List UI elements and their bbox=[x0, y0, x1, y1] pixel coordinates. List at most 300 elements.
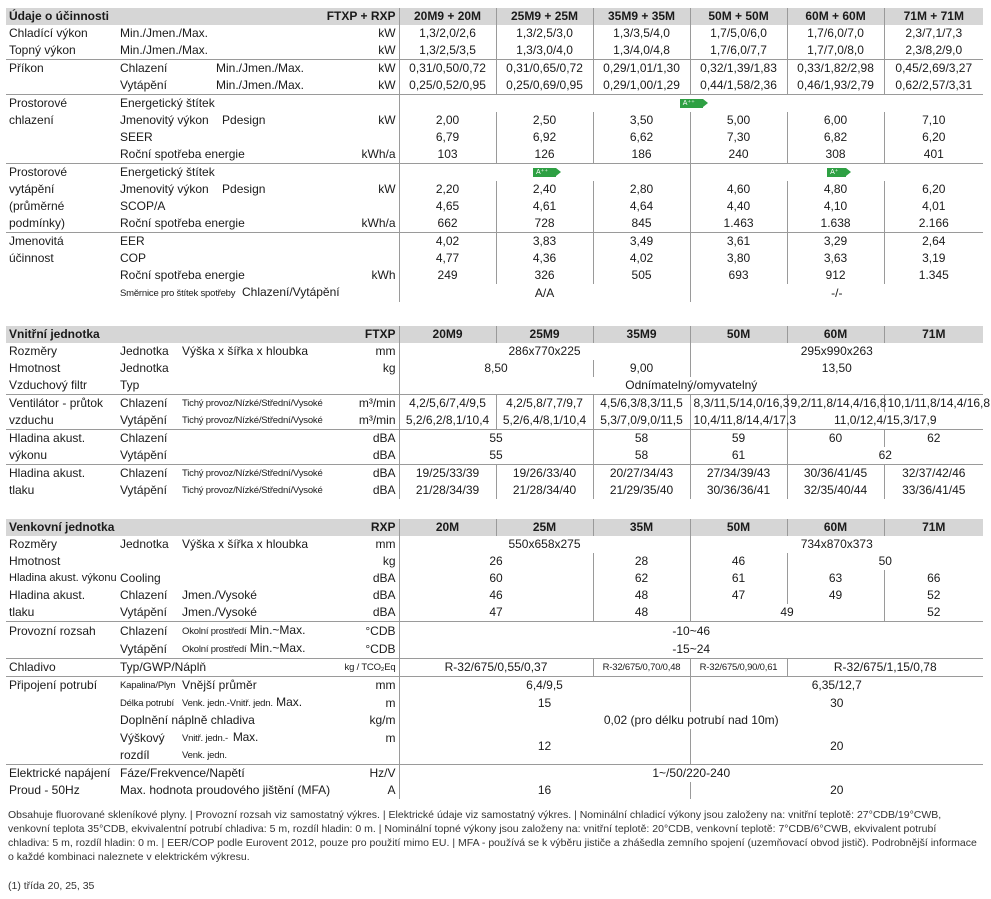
table-row bbox=[6, 233, 983, 251]
table-row bbox=[6, 782, 983, 799]
row-sublabel: Jednotka bbox=[120, 537, 169, 551]
row-desc: Jmen./Vysoké bbox=[182, 605, 257, 619]
table-cell: 126 bbox=[496, 146, 593, 164]
table-row bbox=[6, 215, 983, 233]
table-cell: 15 bbox=[399, 694, 690, 712]
model-header: 25M9 + 25M bbox=[496, 8, 593, 25]
row-desc: Okolní prostředí bbox=[182, 644, 247, 655]
outdoor-title: Venkovní jednotka bbox=[6, 519, 307, 536]
table-cell: 4,36 bbox=[496, 250, 593, 267]
energy-label-cell bbox=[690, 164, 983, 182]
table-cell: 26 bbox=[399, 553, 593, 570]
table-cell: 4,64 bbox=[593, 198, 690, 215]
table-cell: 49 bbox=[690, 604, 884, 622]
table-cell: 63 bbox=[787, 570, 884, 587]
row-sublabel: EER bbox=[117, 233, 399, 251]
row-label: Prostorové bbox=[6, 164, 117, 182]
table-row bbox=[6, 622, 983, 641]
outdoor-unit-code: RXP bbox=[307, 519, 399, 536]
row-unit: °CDB bbox=[307, 622, 399, 641]
table-cell: 20/27/34/43 bbox=[593, 465, 690, 483]
row-label: tlaku bbox=[9, 605, 35, 619]
table-cell: 61 bbox=[690, 447, 787, 465]
table-cell: 1,7/7,0/8,0 bbox=[787, 42, 884, 60]
row-unit: mm bbox=[375, 344, 396, 358]
table-cell: 6,00 bbox=[787, 112, 884, 129]
table-cell: 6,92 bbox=[496, 129, 593, 146]
row-desc: Min.~Max. bbox=[249, 641, 306, 655]
row-sublabel: SCOP/A bbox=[120, 199, 166, 213]
row-label: účinnost bbox=[9, 251, 54, 265]
row-label: chlazení bbox=[9, 113, 54, 127]
energy-class-badge: A⁺ bbox=[827, 168, 846, 177]
model-header: 35M bbox=[593, 519, 690, 536]
row-desc: Pdesign bbox=[222, 113, 266, 127]
row-desc: Max. bbox=[232, 730, 259, 744]
row-label: Příkon bbox=[6, 60, 117, 78]
table-cell: 3,19 bbox=[884, 250, 983, 267]
efficiency-table bbox=[6, 8, 983, 302]
model-header: 71M + 71M bbox=[884, 8, 983, 25]
row-sublabel: Směrnice pro štítek spotřeby bbox=[120, 288, 236, 299]
table-cell: 4,02 bbox=[399, 233, 496, 251]
table-row bbox=[6, 659, 983, 677]
table-cell: 48 bbox=[593, 587, 690, 604]
table-cell: 1~/50/220-240 bbox=[399, 765, 983, 783]
table-cell: 4,02 bbox=[593, 250, 690, 267]
footnote: (1) třída 20, 25, 35 bbox=[8, 880, 95, 892]
table-cell: 0,31/0,65/0,72 bbox=[496, 60, 593, 78]
row-sublabel: Typ bbox=[120, 378, 140, 392]
table-cell: 505 bbox=[593, 267, 690, 284]
table-cell: 6,20 bbox=[884, 181, 983, 198]
table-row bbox=[6, 465, 983, 483]
table-cell: 3,80 bbox=[690, 250, 787, 267]
row-unit: kWh bbox=[371, 268, 396, 282]
row-label: Ventilátor - průtok bbox=[6, 395, 117, 413]
row-sublabel: Chlazení bbox=[117, 622, 179, 641]
table-cell: 3,29 bbox=[787, 233, 884, 251]
table-cell: 0,29/1,01/1,30 bbox=[593, 60, 690, 78]
row-sublabel: COP bbox=[120, 251, 147, 265]
row-label: výkonu bbox=[9, 448, 48, 462]
row-unit: dBA bbox=[307, 465, 399, 483]
efficiency-unit-code: FTXP + RXP bbox=[307, 8, 399, 25]
table-cell: 4,01 bbox=[884, 198, 983, 215]
table-cell: 2,64 bbox=[884, 233, 983, 251]
table-cell: 662 bbox=[399, 215, 496, 233]
model-header: 25M bbox=[496, 519, 593, 536]
table-cell: 19/26/33/40 bbox=[496, 465, 593, 483]
row-label: vzduchu bbox=[9, 413, 54, 427]
row-unit: kW bbox=[378, 78, 396, 92]
energy-class-badge: A⁺⁺ bbox=[680, 99, 703, 108]
table-cell: 0,02 (pro délku potrubí nad 10m) bbox=[399, 712, 983, 729]
model-header: 25M9 bbox=[496, 326, 593, 343]
table-cell: 3,61 bbox=[690, 233, 787, 251]
model-header: 60M + 60M bbox=[787, 8, 884, 25]
table-row bbox=[6, 430, 983, 448]
table-row bbox=[6, 677, 983, 695]
table-cell: 4,80 bbox=[787, 181, 884, 198]
table-cell: 240 bbox=[690, 146, 787, 164]
table-cell: 52 bbox=[884, 587, 983, 604]
table-row bbox=[6, 694, 983, 712]
table-cell: 62 bbox=[787, 447, 983, 465]
table-cell: 7,30 bbox=[690, 129, 787, 146]
table-row bbox=[6, 587, 983, 604]
table-cell: 0,29/1,00/1,29 bbox=[593, 77, 690, 95]
table-cell: R-32/675/0,90/0,61 bbox=[690, 659, 787, 677]
row-unit: Hz/V bbox=[307, 765, 399, 783]
table-row bbox=[6, 360, 983, 377]
table-cell: 0,62/2,57/3,31 bbox=[884, 77, 983, 95]
row-sublabel: Chlazení bbox=[117, 430, 307, 448]
row-unit: m bbox=[385, 730, 396, 745]
row-unit: kW bbox=[307, 60, 399, 78]
table-row bbox=[6, 536, 983, 553]
table-cell: 2,3/7,1/7,3 bbox=[884, 25, 983, 42]
row-unit: kW bbox=[378, 113, 396, 127]
table-row bbox=[6, 95, 983, 113]
row-label: Proud - 50Hz bbox=[9, 783, 80, 797]
row-desc: Venk. jedn.-Vnitř. jedn. bbox=[182, 698, 273, 709]
table-cell: 21/28/34/40 bbox=[496, 482, 593, 499]
table-row bbox=[6, 553, 983, 570]
table-cell: 62 bbox=[884, 430, 983, 448]
table-cell: 21/28/34/39 bbox=[399, 482, 496, 499]
table-cell: 295x990x263 bbox=[690, 343, 983, 360]
row-sublabel: Jednotka bbox=[120, 361, 169, 375]
row-desc: Vnitř. jedn.- bbox=[182, 733, 228, 744]
table-row bbox=[6, 129, 983, 146]
row-label: Elektrické napájení bbox=[6, 765, 117, 783]
row-sublabel: Vytápění bbox=[120, 641, 167, 656]
table-cell: 4,77 bbox=[399, 250, 496, 267]
table-row bbox=[6, 712, 983, 729]
table-cell: 58 bbox=[593, 430, 690, 448]
row-sublabel: Chlazení bbox=[117, 395, 179, 413]
table-cell: 728 bbox=[496, 215, 593, 233]
table-cell: 12 bbox=[399, 729, 690, 765]
row-unit: dBA bbox=[372, 588, 396, 602]
table-row bbox=[6, 343, 983, 360]
table-cell: 46 bbox=[399, 587, 593, 604]
table-cell: 845 bbox=[593, 215, 690, 233]
table-cell: 30/36/36/41 bbox=[690, 482, 787, 499]
table-row bbox=[6, 164, 983, 182]
row-desc: Max. bbox=[276, 695, 303, 709]
row-unit: °CDB bbox=[365, 641, 396, 656]
row-label: Rozměry bbox=[9, 537, 58, 551]
table-cell: 7,10 bbox=[884, 112, 983, 129]
efficiency-title: Údaje o účinnosti bbox=[6, 8, 307, 25]
table-row bbox=[6, 765, 983, 783]
row-sublabel: Fáze/Frekvence/Napětí bbox=[117, 765, 307, 783]
row-unit: dBA bbox=[372, 571, 396, 585]
table-cell: 19/25/33/39 bbox=[399, 465, 496, 483]
footer-notes: Obsahuje fluorované skleníkové plyny. | Provozní rozsah viz samostatný výkres. | Elektrické údaje viz samostatný výkres. | Nominální chladicí výkony jsou založeny na: vnitřní teplotě: 27°CDB/19°CWB, venkovní teplota 35°CDB, ekvivalentní potrubí chladiva: 5 m, rozdíl hladin: 0 m. | Nominální topné výkony jsou založeny na: vnitřní teplotě: 20°CDB, venkovní teplotě: 7°CDB/6°CWB, ekvivalent potrubí chladiva: 5 m, rozdíl hladin: 0 m. | EER/COP podle Eurovent 2012, pouze pro použití mimo EU. | MFA - používá se k výběru jističe a zhášedla zemního spojení (uzemňovací obvod jistič). Podrobnější informace o každé kombinaci naleznete v elektrickém výkresu. bbox=[8, 809, 977, 863]
table-cell: 61 bbox=[690, 570, 787, 587]
table-cell: 186 bbox=[593, 146, 690, 164]
table-row bbox=[6, 60, 983, 78]
table-row bbox=[6, 604, 983, 622]
row-desc: Chlazení/Vytápění bbox=[241, 285, 340, 299]
row-unit: kW bbox=[378, 26, 396, 40]
row-desc: Pdesign bbox=[222, 182, 266, 196]
table-cell: 0,25/0,69/0,95 bbox=[496, 77, 593, 95]
row-label: vytápění bbox=[9, 182, 55, 196]
table-cell: 5,2/6,4/8,1/10,4 bbox=[496, 412, 593, 430]
table-cell: 0,31/0,50/0,72 bbox=[399, 60, 496, 78]
model-header: 20M9 + 20M bbox=[399, 8, 496, 25]
table-row bbox=[6, 482, 983, 499]
table-cell: 2,40 bbox=[496, 181, 593, 198]
row-desc: Tichý provoz/Nízké/Střední/Vysoké bbox=[182, 485, 323, 496]
table-cell: 3,83 bbox=[496, 233, 593, 251]
row-label: Hladina akust. bbox=[9, 588, 86, 602]
table-cell: 1.638 bbox=[787, 215, 884, 233]
table-cell: -10~46 bbox=[399, 622, 983, 641]
table-cell: 32/37/42/46 bbox=[884, 465, 983, 483]
table-row bbox=[6, 267, 983, 284]
table-cell: 1,3/3,5/4,0 bbox=[593, 25, 690, 42]
table-cell: 52 bbox=[884, 604, 983, 622]
row-sublabel: Energetický štítek bbox=[117, 95, 399, 113]
table-cell: 0,44/1,58/2,36 bbox=[690, 77, 787, 95]
table-cell: 0,45/2,69/3,27 bbox=[884, 60, 983, 78]
model-header: 50M bbox=[690, 326, 787, 343]
row-unit: dBA bbox=[307, 430, 399, 448]
table-row bbox=[6, 412, 983, 430]
row-desc: Tichý provoz/Nízké/Střední/Vysoké bbox=[182, 415, 323, 426]
row-label: tlaku bbox=[9, 483, 35, 497]
table-cell: 55 bbox=[399, 447, 593, 465]
row-sublabel: Typ/GWP/Náplň bbox=[117, 659, 307, 677]
table-cell: 11,0/12,4/15,3/17,9 bbox=[787, 412, 983, 430]
table-cell: 33/36/41/45 bbox=[884, 482, 983, 499]
row-unit: mm bbox=[375, 537, 396, 551]
row-label: Chladivo bbox=[6, 659, 117, 677]
table-cell: -15~24 bbox=[399, 640, 983, 659]
model-header: 60M bbox=[787, 519, 884, 536]
row-desc: Okolní prostředí bbox=[182, 626, 247, 637]
row-label: Jmenovitá bbox=[6, 233, 117, 251]
table-cell: 550x658x275 bbox=[399, 536, 690, 553]
table-cell: 0,25/0,52/0,95 bbox=[399, 77, 496, 95]
table-cell: 28 bbox=[593, 553, 690, 570]
table-row bbox=[6, 640, 983, 659]
table-cell: 59 bbox=[690, 430, 787, 448]
table-cell: 286x770x225 bbox=[399, 343, 690, 360]
model-header: 60M bbox=[787, 326, 884, 343]
row-unit: dBA bbox=[372, 605, 396, 619]
table-cell: 0,32/1,39/1,83 bbox=[690, 60, 787, 78]
row-sublabel: Vytápění bbox=[120, 413, 167, 427]
table-cell: 30/36/41/45 bbox=[787, 465, 884, 483]
table-cell: Odnímatelný/omyvatelný bbox=[399, 377, 983, 395]
row-label: (průměrné bbox=[9, 199, 65, 213]
row-label: Topný výkon bbox=[9, 43, 76, 57]
row-desc: Tichý provoz/Nízké/Střední/Vysoké bbox=[179, 465, 307, 483]
row-sublabel: Roční spotřeba energie bbox=[120, 147, 245, 161]
table-cell: R-32/675/0,55/0,37 bbox=[399, 659, 593, 677]
row-unit: kg / TCO₂Eq bbox=[307, 659, 399, 677]
table-cell: 60 bbox=[787, 430, 884, 448]
row-unit: A bbox=[387, 783, 396, 797]
row-sublabel: Vytápění bbox=[120, 605, 167, 619]
table-cell: 1,7/6,0/7,7 bbox=[690, 42, 787, 60]
indoor-unit-code: FTXP bbox=[307, 326, 399, 343]
table-cell: 4,2/5,6/7,4/9,5 bbox=[399, 395, 496, 413]
table-cell: 103 bbox=[399, 146, 496, 164]
table-cell: 6,62 bbox=[593, 129, 690, 146]
row-label: Hmotnost bbox=[9, 361, 61, 375]
row-unit: m bbox=[385, 695, 396, 710]
row-label: Hmotnost bbox=[9, 554, 61, 568]
table-cell: 1,3/3,0/4,0 bbox=[496, 42, 593, 60]
row-unit: dBA bbox=[372, 448, 396, 462]
table-cell: 27/34/39/43 bbox=[690, 465, 787, 483]
table-cell: A/A bbox=[399, 284, 690, 302]
model-header: 20M bbox=[399, 519, 496, 536]
table-cell: 6,82 bbox=[787, 129, 884, 146]
table-cell: 30 bbox=[690, 694, 983, 712]
table-cell: 2,3/8,2/9,0 bbox=[884, 42, 983, 60]
table-cell: 16 bbox=[399, 782, 690, 799]
table-cell: 55 bbox=[399, 430, 593, 448]
row-unit: kg bbox=[382, 554, 396, 568]
row-unit: kg/m bbox=[369, 713, 396, 727]
row-label: Hladina akust. výkonu bbox=[9, 572, 117, 584]
row-sublabel: Chlazení bbox=[117, 465, 179, 483]
table-row bbox=[6, 42, 983, 60]
table-cell: 10,1/11,8/14,4/16,8 bbox=[884, 395, 983, 413]
table-cell: 8,50 bbox=[399, 360, 593, 377]
row-sublabel: Jmenovitý výkon bbox=[120, 182, 209, 196]
model-header: 71M bbox=[884, 326, 983, 343]
table-cell: 66 bbox=[884, 570, 983, 587]
table-cell: 58 bbox=[593, 447, 690, 465]
row-label: Vzduchový filtr bbox=[9, 378, 88, 392]
table-cell: 1.463 bbox=[690, 215, 787, 233]
model-header: 50M bbox=[690, 519, 787, 536]
table-row bbox=[6, 284, 983, 302]
table-cell: 693 bbox=[690, 267, 787, 284]
row-sublabel: Vytápění bbox=[120, 448, 167, 462]
table-cell: 1,7/6,0/7,0 bbox=[787, 25, 884, 42]
table-cell: 5,2/6,2/8,1/10,4 bbox=[399, 412, 496, 430]
row-desc: Výška x šířka x hloubka bbox=[182, 344, 309, 358]
table-row bbox=[6, 377, 983, 395]
row-unit: mm bbox=[307, 677, 399, 695]
row-desc: Tichý provoz/Nízké/Střední/Vysoké bbox=[179, 395, 307, 413]
row-sublabel: Výškový bbox=[120, 730, 165, 745]
table-cell: 6,35/12,7 bbox=[690, 677, 983, 695]
table-cell: 47 bbox=[690, 587, 787, 604]
table-cell: 6,4/9,5 bbox=[399, 677, 690, 695]
table-row bbox=[6, 729, 983, 747]
table-cell: 8,3/11,5/14,0/16,3 bbox=[690, 395, 787, 413]
row-sublabel: Jmenovitý výkon bbox=[120, 113, 209, 127]
outdoor-table bbox=[6, 519, 983, 799]
table-cell: 912 bbox=[787, 267, 884, 284]
row-desc: Min.~Max. bbox=[249, 623, 306, 637]
table-cell: 3,50 bbox=[593, 112, 690, 129]
table-cell: 5,3/7,0/9,0/11,5 bbox=[593, 412, 690, 430]
energy-class-badge: A⁺⁺ bbox=[533, 168, 556, 177]
row-unit: kW bbox=[378, 43, 396, 57]
table-cell: 326 bbox=[496, 267, 593, 284]
table-cell: 6,79 bbox=[399, 129, 496, 146]
row-unit: kWh/a bbox=[361, 216, 396, 230]
table-cell: R-32/675/1,15/0,78 bbox=[787, 659, 983, 677]
table-cell: R-32/675/0,70/0,48 bbox=[593, 659, 690, 677]
row-label: Hladina akust. bbox=[6, 465, 117, 483]
table-cell: 47 bbox=[399, 604, 593, 622]
row-sublabel: Energetický štítek bbox=[117, 164, 399, 182]
row-label: Chladící výkon bbox=[9, 26, 88, 40]
indoor-header-row bbox=[6, 326, 983, 343]
table-cell: 20 bbox=[690, 782, 983, 799]
table-cell: 62 bbox=[593, 570, 690, 587]
table-row bbox=[6, 447, 983, 465]
table-cell: 401 bbox=[884, 146, 983, 164]
table-cell: 1,7/5,0/6,0 bbox=[690, 25, 787, 42]
table-cell: 1,3/2,5/3,0 bbox=[496, 25, 593, 42]
table-cell: 6,20 bbox=[884, 129, 983, 146]
table-cell: -/- bbox=[690, 284, 983, 302]
row-sublabel: Jednotka bbox=[120, 344, 169, 358]
row-sublabel: Min./Jmen./Max. bbox=[120, 26, 209, 40]
row-desc: Min./Jmen./Max. bbox=[216, 78, 305, 92]
table-row bbox=[6, 570, 983, 587]
row-sublabel: rozdíl bbox=[120, 748, 150, 762]
table-cell: 2,20 bbox=[399, 181, 496, 198]
row-sublabel: Roční spotřeba energie bbox=[120, 216, 245, 230]
row-label: podmínky) bbox=[9, 216, 66, 230]
row-desc: Doplnění náplně chladiva bbox=[120, 713, 255, 727]
row-sublabel: Cooling bbox=[120, 571, 161, 585]
table-cell: 2.166 bbox=[884, 215, 983, 233]
table-cell: 5,00 bbox=[690, 112, 787, 129]
table-cell: 308 bbox=[787, 146, 884, 164]
table-cell: 4,61 bbox=[496, 198, 593, 215]
row-label: Hladina akust. bbox=[6, 430, 117, 448]
table-cell: 2,80 bbox=[593, 181, 690, 198]
row-sublabel: Min./Jmen./Max. bbox=[120, 43, 209, 57]
row-sublabel: Délka potrubí bbox=[120, 697, 174, 709]
energy-label-cell bbox=[399, 95, 983, 113]
table-cell: 4,65 bbox=[399, 198, 496, 215]
row-desc: Vnější průměr bbox=[179, 677, 307, 695]
energy-label-cell bbox=[399, 164, 690, 182]
table-cell: 4,10 bbox=[787, 198, 884, 215]
model-header: 71M bbox=[884, 519, 983, 536]
table-cell: 9,00 bbox=[593, 360, 690, 377]
table-cell: 0,33/1,82/2,98 bbox=[787, 60, 884, 78]
row-unit: kWh/a bbox=[361, 147, 396, 161]
table-cell: 21/29/35/40 bbox=[593, 482, 690, 499]
table-row bbox=[6, 146, 983, 164]
table-cell: 249 bbox=[399, 267, 496, 284]
row-sublabel: Kapalina/Plyn bbox=[117, 677, 179, 695]
table-row bbox=[6, 112, 983, 129]
efficiency-header-row bbox=[6, 8, 983, 25]
row-sublabel: Vytápění bbox=[120, 483, 167, 497]
table-cell: 49 bbox=[787, 587, 884, 604]
model-header: 35M9 + 35M bbox=[593, 8, 690, 25]
